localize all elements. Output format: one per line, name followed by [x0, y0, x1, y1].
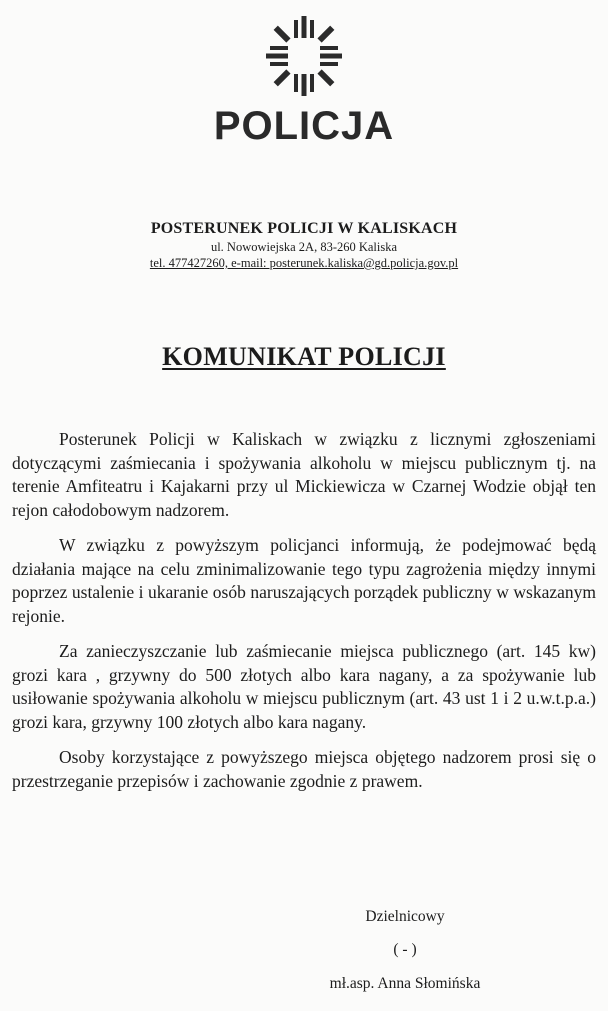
document-title: KOMUNIKAT POLICJI: [162, 342, 446, 371]
station-name: POSTERUNEK POLICJI W KALISKACH: [150, 220, 458, 237]
logo-text: POLICJA: [213, 104, 395, 148]
paragraph: W związku z powyższym policjanci informują, że podejmować będą działania mające na celu zminimalizowanie tego typu zagrożenia między innymi poprzez ustalenie i ukaranie osób naruszających porządek publiczny w wskazanym rejonie.: [12, 535, 596, 626]
police-star-icon: [264, 14, 344, 98]
paragraph: Posterunek Policji w Kaliskach w związku z licznymi zgłoszeniami dotyczącymi zaśmiecania i spożywania alkoholu w miejscu publicznym tj. na terenie Amfiteatru i Kajakarni przy ul Mickiewicza w Czarnej Wodzie objął ten rejon całodobowym nadzorem.: [12, 429, 596, 520]
letterhead: [0, 219, 608, 270]
signature-rank-name: mł.asp. Anna Słomińska: [329, 975, 481, 992]
paragraph: Osoby korzystające z powyższego miejsca objętego nadzorem prosi się o przestrzeganie przepisów i zachowanie zgodnie z prawem.: [12, 747, 596, 791]
paragraph: Za zanieczyszczanie lub zaśmiecanie miejsca publicznego (art. 145 kw) grozi kara , grzywny do 500 złotych albo kara nagany, a za spożywanie lub usiłowanie spożywania alkoholu w miejscu publicznym (art. 43 ust 1 i 2 u.w.t.p.a.) grozi kara, grzywny 100 złotych albo kara nagany.: [12, 641, 596, 732]
police-logo: [0, 14, 608, 146]
station-address: ul. Nowowiejska 2A, 83-260 Kaliska: [210, 240, 398, 254]
signature-title: Dzielnicowy: [365, 908, 445, 925]
station-contact: tel. 477427260, e-mail: posterunek.kaliska@gd.policja.gov.pl: [149, 256, 459, 270]
signature-placeholder: ( - ): [393, 941, 417, 958]
document-body: [12, 428, 596, 805]
